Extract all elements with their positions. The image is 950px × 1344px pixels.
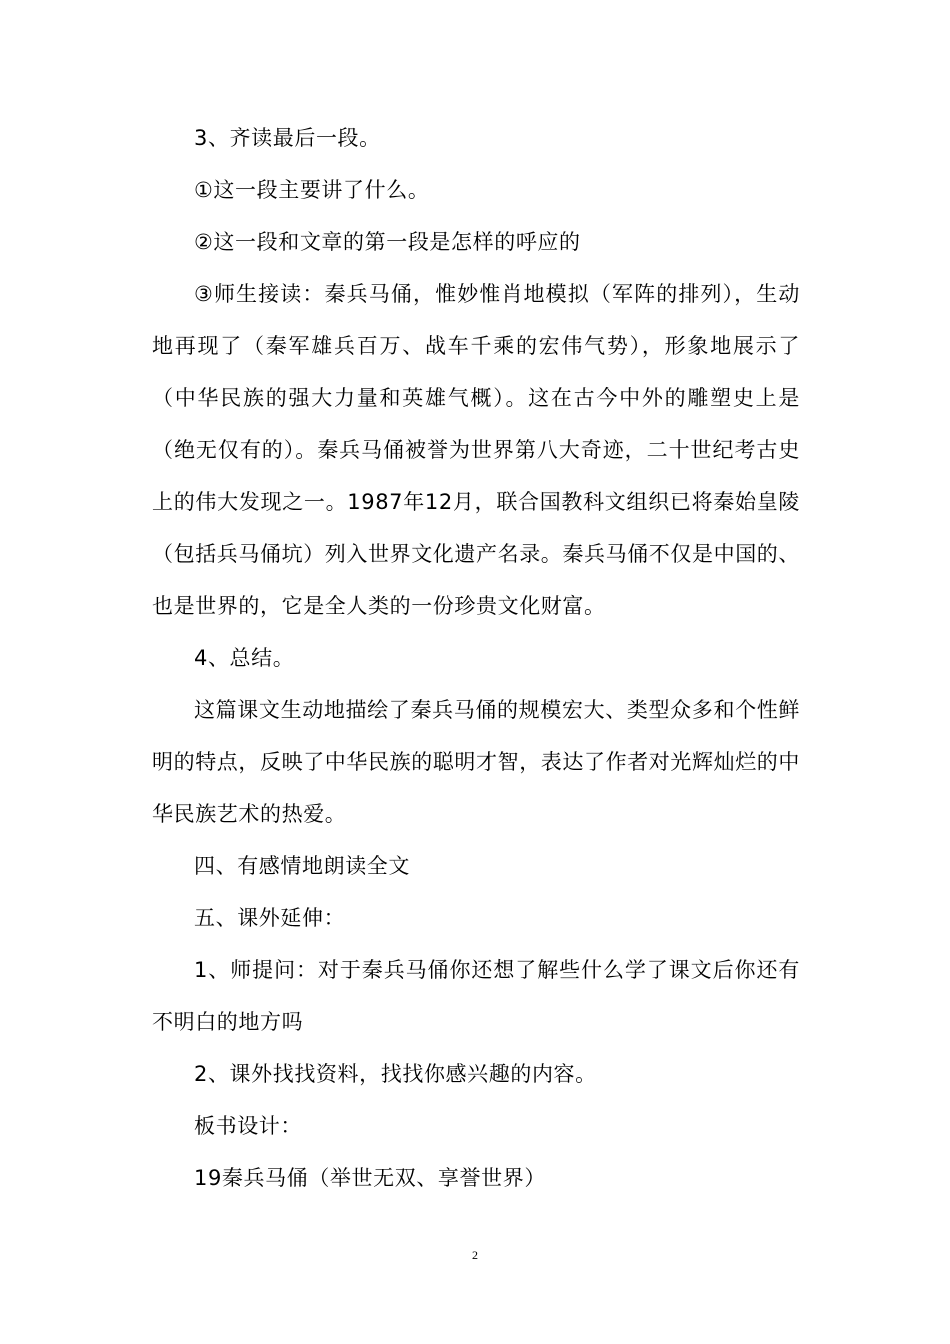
paragraph: 4、总结。 — [194, 646, 295, 670]
paragraph: 3、齐读最后一段。 — [194, 126, 381, 150]
paragraph: 四、有感情地朗读全文 — [194, 854, 410, 878]
paragraph: 2、课外找找资料，找找你感兴趣的内容。 — [194, 1062, 597, 1086]
page-number: 2 — [472, 1248, 478, 1262]
paragraph: 五、课外延伸： — [194, 906, 346, 930]
paragraph: ③师生接读：秦兵马俑，惟妙惟肖地模拟（军阵的排列），生动地再现了（秦军雄兵百万、战车千乘的宏伟气势），形象地展示了（中华民族的强大力量和英雄气概）。这在古今中外的雕塑史上是（绝无仅有的）。秦兵马俑被誉为世界第八大奇迹，二十世纪考古史上的伟大发现之一。1987年12月，联合国教科文组织已将秦始皇陵（包括兵马俑坑）列入世界文化遗产名录。秦兵马俑不仅是中国的、也是世界的，它是全人类的一份珍贵文化财富。 — [152, 282, 800, 618]
paragraph: 19秦兵马俑（举世无双、享誉世界） — [194, 1166, 546, 1190]
paragraph: 板书设计： — [194, 1114, 302, 1138]
paragraph: ①这一段主要讲了什么。 — [194, 178, 430, 202]
paragraph: 1、师提问：对于秦兵马俑你还想了解些什么学了课文后你还有不明白的地方吗 — [152, 958, 800, 1034]
paragraph: 这篇课文生动地描绘了秦兵马俑的规模宏大、类型众多和个性鲜明的特点，反映了中华民族的聪明才智，表达了作者对光辉灿烂的中华民族艺术的热爱。 — [152, 698, 800, 826]
document-body — [152, 112, 800, 1204]
paragraph: ②这一段和文章的第一段是怎样的呼应的 — [194, 230, 581, 254]
